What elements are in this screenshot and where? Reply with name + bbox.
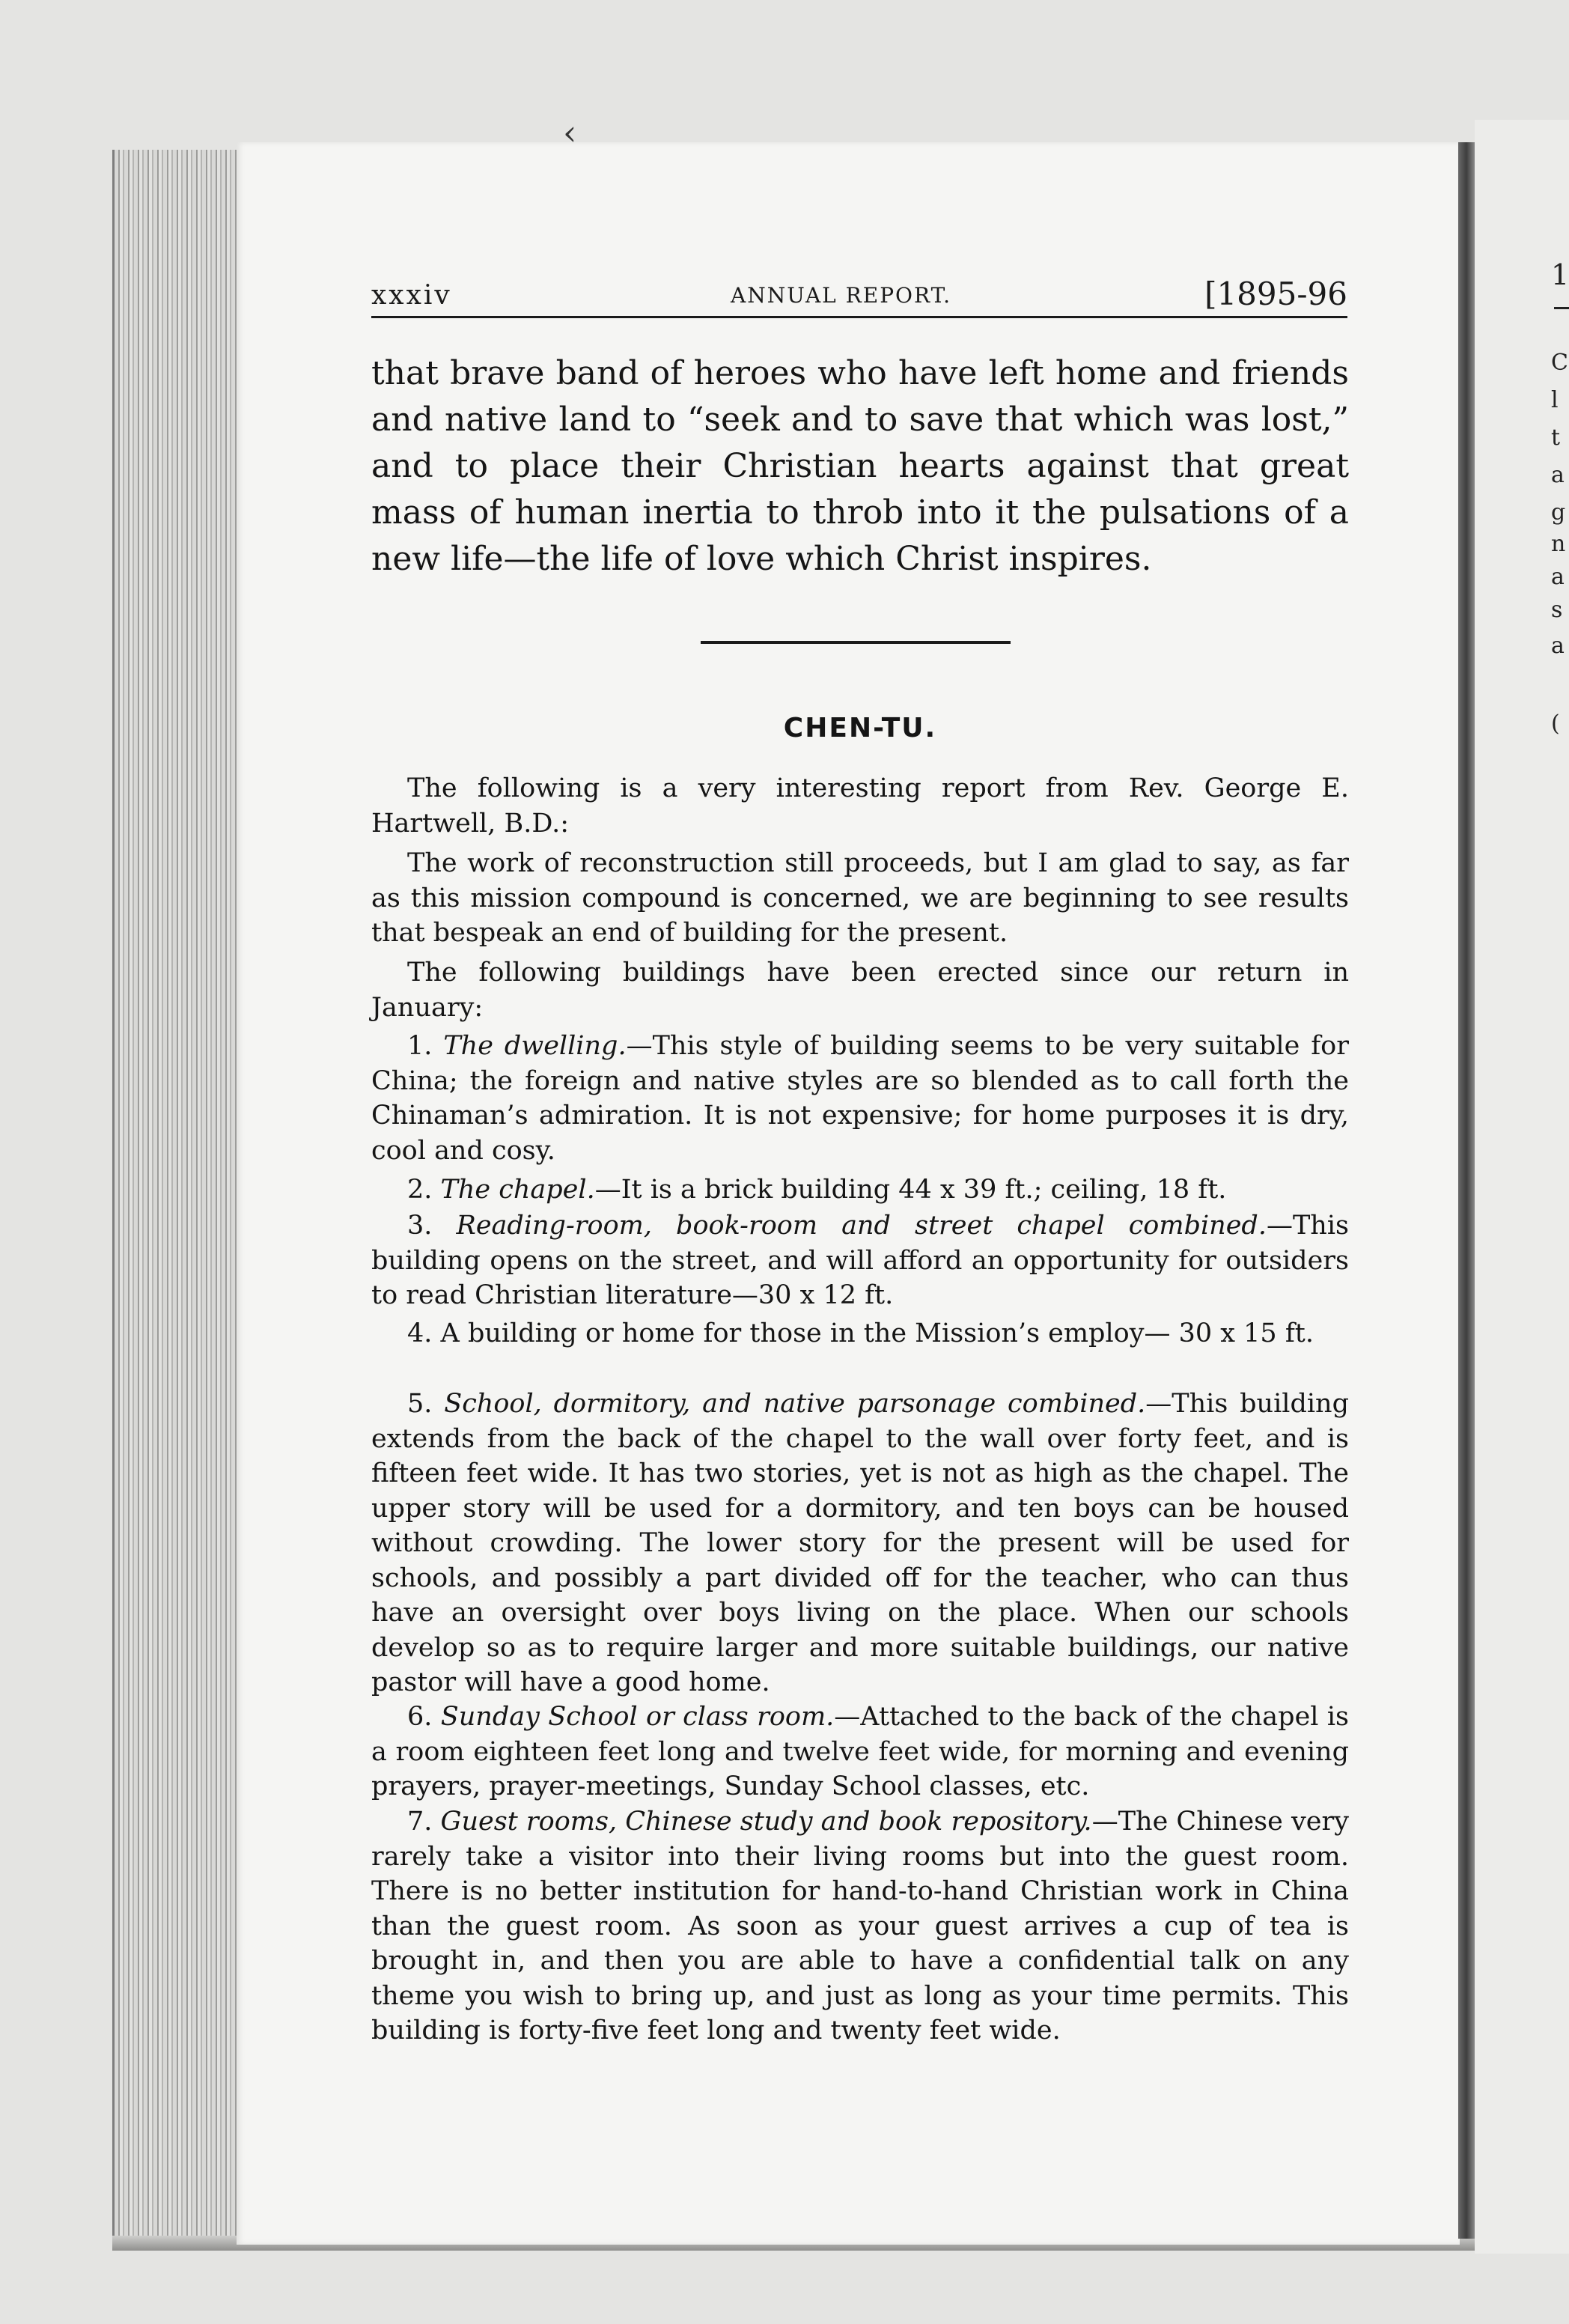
section-separator bbox=[701, 641, 1011, 644]
item-text: A building or home for those in the Mission’s employ— 30 x 15 ft. bbox=[440, 1318, 1314, 1348]
item-number: 4. bbox=[407, 1318, 433, 1348]
book-gutter bbox=[1458, 142, 1475, 2239]
facing-page-rule bbox=[1554, 307, 1569, 309]
facing-page-char: n bbox=[1551, 531, 1566, 557]
section-heading: CHEN-TU. bbox=[783, 713, 937, 743]
item-number: 2. bbox=[407, 1175, 433, 1205]
item-title: Guest rooms, Chinese study and book repository. bbox=[440, 1807, 1092, 1837]
facing-page-char: t bbox=[1551, 425, 1561, 451]
item-title: Sunday School or class room. bbox=[440, 1702, 835, 1732]
header-rule bbox=[371, 316, 1347, 318]
facing-page-char: ( bbox=[1551, 711, 1560, 737]
item-text: —The Chinese very rarely take a visitor into their living rooms but into the guest room. There is no better institution for hand-to-hand Christian work in China than the guest room. As soon as your guest arrives a cup of tea is brought in, and then you are able to have a confidential talk on any theme you wish to bring up, and just as long as your time permits. This building is forty-five feet long and twenty feet wide. bbox=[371, 1807, 1349, 2045]
paragraph: The following buildings have been erected since our return in January: bbox=[371, 958, 1349, 1023]
item-text: —This building extends from the back of the chapel to the wall over forty feet, and is fifteen feet wide. It has two stories, yet is not as high as the chapel. The upper story will be used for a dormitory, and ten boys can be housed without crowding. The lower story for the present will be used for schools, and possibly a part divided off for the teacher, who can thus have an oversight over boys living on the place. When our schools develop so as to require larger and more suitable buildings, our native pastor will have a good home. bbox=[371, 1389, 1349, 1697]
facing-page-char: l bbox=[1551, 387, 1559, 413]
scan-mark: ‹ bbox=[563, 112, 577, 153]
list-item bbox=[371, 1172, 1349, 1208]
section-lead: The following is a very interesting report from Rev. George E. Hartwell, B.D.: bbox=[371, 773, 1349, 839]
list-item bbox=[371, 1804, 1349, 2048]
item-number: 3. bbox=[407, 1211, 433, 1241]
item-text: —It is a brick building 44 x 39 ft.; ceiling, 18 ft. bbox=[594, 1175, 1227, 1205]
list-item bbox=[371, 1029, 1349, 1168]
running-head bbox=[371, 276, 1347, 311]
facing-page-char: a bbox=[1551, 564, 1565, 590]
facing-page-char: s bbox=[1551, 597, 1563, 623]
item-title: The dwelling. bbox=[443, 1031, 627, 1061]
item-number: 6. bbox=[407, 1702, 433, 1732]
facing-page-char: g bbox=[1551, 499, 1566, 526]
page-number: xxxiv bbox=[371, 280, 452, 311]
item-title: The chapel. bbox=[440, 1175, 595, 1205]
book-page-edges bbox=[112, 150, 242, 2246]
facing-page-char: C bbox=[1551, 350, 1568, 376]
running-year: [1895-96 bbox=[1204, 276, 1347, 312]
running-title: ANNUAL REPORT. bbox=[731, 283, 952, 308]
list-item bbox=[371, 1208, 1349, 1313]
facing-page-char: a bbox=[1551, 462, 1565, 488]
paragraph: The work of reconstruction still proceeds, but I am glad to say, as far as this mission compound is concerned, we are beginning to see results that bespeak an end of building for the present. bbox=[371, 848, 1349, 948]
list-item bbox=[371, 1700, 1349, 1804]
item-text: —This building opens on the street, and will afford an opportunity for outsiders to read Christian literature—30 x 12 ft. bbox=[371, 1211, 1349, 1310]
item-text: —This style of building seems to be very suitable for China; the foreign and native styles are so blended as to call forth the Chinaman’s admiration. It is not expensive; for home purposes it is dry, cool and cosy. bbox=[371, 1031, 1349, 1166]
list-item bbox=[371, 1387, 1349, 1700]
item-number: 7. bbox=[407, 1807, 433, 1837]
item-number: 5. bbox=[407, 1389, 433, 1419]
item-number: 1. bbox=[407, 1031, 433, 1061]
intro-paragraph: that brave band of heroes who have left home and friends and native land to “seek and to save that which was lost,” and to place their Christian hearts against that great mass of human inertia to throb into it the pulsations of a new life—the life of love which Christ inspires. bbox=[371, 354, 1349, 578]
list-item bbox=[371, 1316, 1349, 1351]
facing-page-char: a bbox=[1551, 633, 1565, 659]
item-text: —Attached to the back of the chapel is a room eighteen feet long and twelve feet wide, for morning and evening prayers, prayer-meetings, Sunday School classes, etc. bbox=[371, 1702, 1349, 1801]
item-title: School, dormitory, and native parsonage combined. bbox=[444, 1389, 1146, 1419]
facing-page-char: 1 bbox=[1551, 258, 1569, 291]
item-title: Reading-room, book-room and street chapel combined. bbox=[456, 1211, 1267, 1241]
